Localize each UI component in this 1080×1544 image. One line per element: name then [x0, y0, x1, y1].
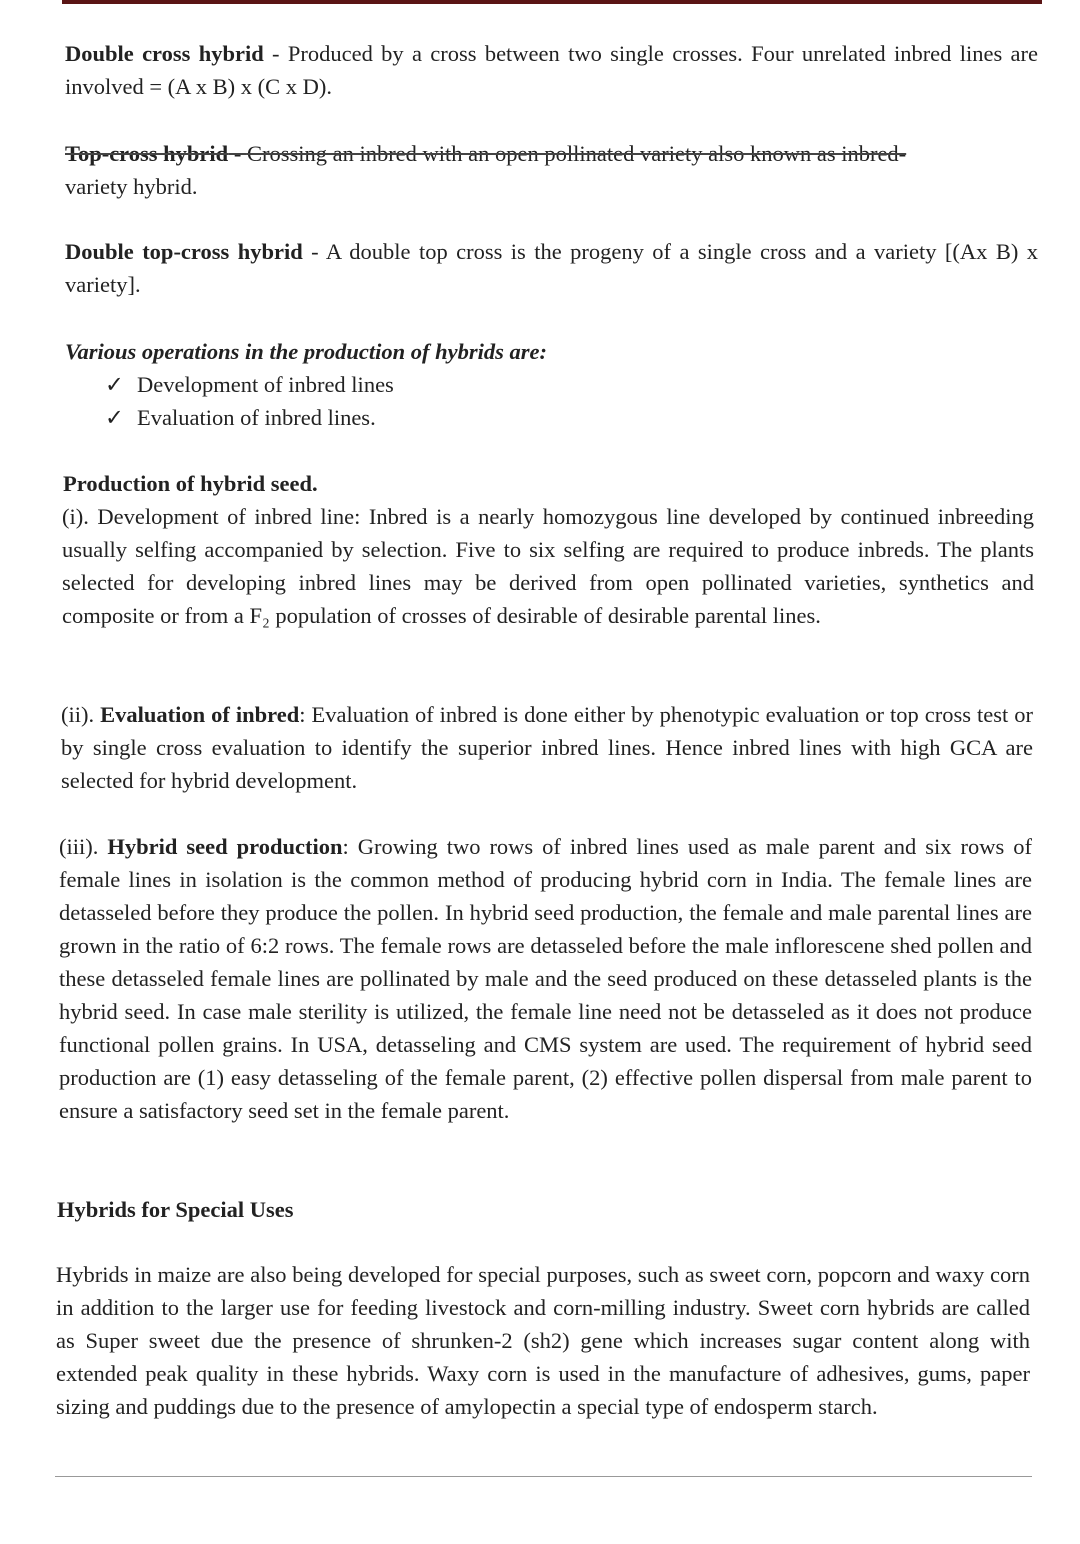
- top-cross-hybrid-paragraph: [65, 137, 1040, 203]
- check-mark-icon: ✓: [105, 405, 124, 430]
- hybrid-seed-production-term: Hybrid seed production: [107, 834, 343, 859]
- operations-heading: Various operations in the production of hybrids are:: [65, 339, 547, 364]
- special-uses-heading: Hybrids for Special Uses: [57, 1197, 294, 1222]
- top-cross-hybrid-term: Top-cross hybrid: [65, 141, 229, 166]
- double-top-cross-hybrid-term: Double top-cross hybrid: [65, 239, 303, 264]
- operations-item-label: Evaluation of inbred lines.: [137, 405, 376, 430]
- para-number: (ii).: [61, 702, 101, 727]
- double-top-cross-hybrid-text: A double top cross is the progeny of a single cross and a variety [(Ax B) x variety].: [65, 239, 1038, 297]
- inbred-development-paragraph: (i). Development of inbred line: Inbred is a nearly homozygous line developed by continued inbreeding usually selfing accompanied by selection. Five to six selfing are required to produce inbreds. The plants selected for developing inbred lines may be derived from open pollinated varieties, synthetics and composite or from a F₂ population of crosses of desirable of desirable parental lines.: [62, 504, 1034, 628]
- top-cross-hybrid-text-cont: variety hybrid.: [65, 174, 198, 199]
- para-number: (iii).: [59, 834, 108, 859]
- top-border-rule: [62, 0, 1042, 4]
- hybrid-seed-production-text: : Growing two rows of inbred lines used as male parent and six rows of female lines in isolation is the common method of producing hybrid corn in India. The female lines are detasseled before they produce the pollen. In hybrid seed production, the female and male parental lines are grown in the ratio of 6:2 rows. The female rows are detasseled before the male inflorescene shed pollen and these detasseled female lines are pollinated by male and the seed produced on these detasseled plants is the hybrid seed. In case male sterility is utilized, the female line need not be detasseled as it does not produce functional pollen grains. In USA, detasseling and CMS system are used. The requirement of hybrid seed production are (1) easy detasseling of the female parent, (2) effective pollen dispersal from male parent to ensure a satisfactory seed set in the female parent.: [59, 834, 1032, 1123]
- special-uses-paragraph: Hybrids in maize are also being developed for special purposes, such as sweet corn, popcorn and waxy corn in addition to the larger use for feeding livestock and corn-milling industry. Sweet corn hybrids are called as Super sweet due the presence of shrunken-2 (sh2) gene which increases sugar content along with extended peak quality in these hybrids. Waxy corn is used in the manufacture of adhesives, gums, paper sizing and puddings due to the presence of amylopectin a special type of endosperm starch.: [56, 1262, 1030, 1419]
- top-cross-hybrid-text: Crossing an inbred with an open pollinated variety also known as inbred-: [246, 141, 907, 166]
- double-cross-hybrid-text: Produced by a cross between two single crosses. Four unrelated inbred lines are involved = (A x B) x (C x D).: [65, 41, 1039, 99]
- double-cross-hybrid-paragraph: [65, 37, 1038, 103]
- inbred-evaluation-paragraph: [61, 698, 1033, 797]
- bottom-border-rule: [55, 1476, 1032, 1477]
- production-heading: Production of hybrid seed.: [63, 471, 318, 496]
- separator: -: [228, 141, 247, 166]
- hybrid-seed-production-paragraph: [59, 830, 1032, 1127]
- inbred-evaluation-term: Evaluation of inbred: [100, 702, 300, 727]
- inbred-evaluation-text: : Evaluation of inbred is done either by phenotypic evaluation or top cross test or by single cross evaluation to identify the superior inbred lines. Hence inbred lines with high GCA are selected for hybrid development.: [61, 702, 1033, 793]
- separator: -: [263, 41, 288, 66]
- double-cross-hybrid-term: Double cross hybrid: [65, 41, 264, 66]
- double-top-cross-hybrid-paragraph: [65, 235, 1038, 301]
- operations-item-label: Development of inbred lines: [137, 372, 394, 397]
- operations-list-item: [105, 368, 394, 401]
- operations-list-item: [105, 401, 376, 434]
- separator: -: [302, 239, 326, 264]
- check-mark-icon: ✓: [105, 372, 124, 397]
